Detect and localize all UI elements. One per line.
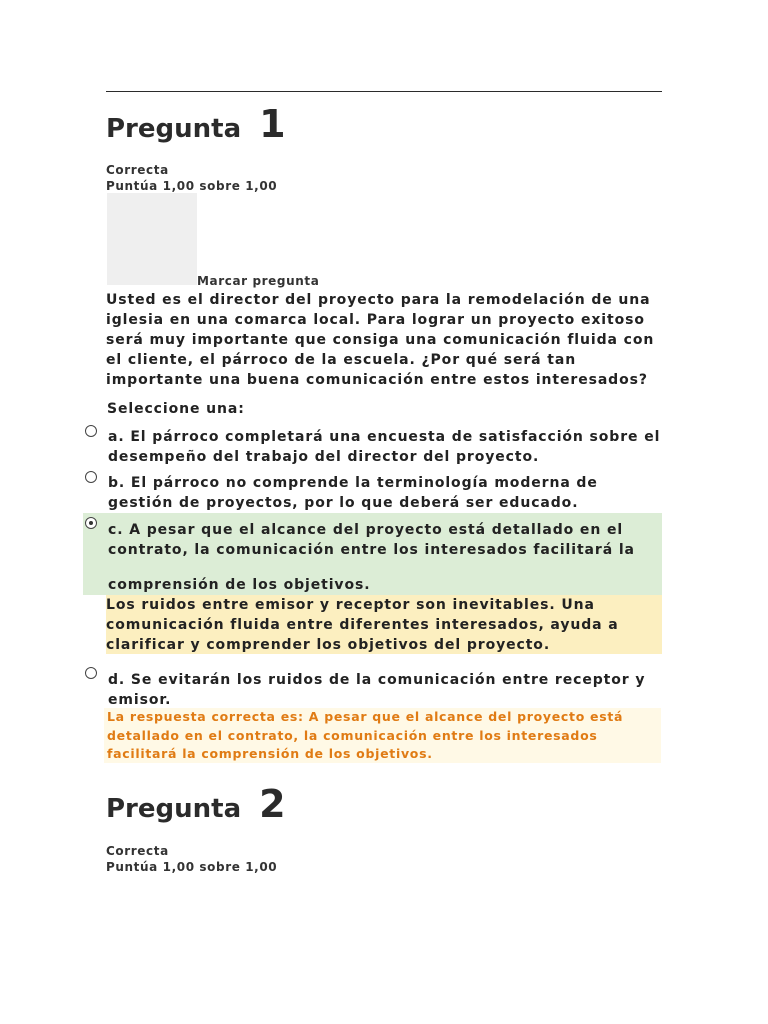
option-c-label[interactable]: c. A pesar que el alcance del proyecto está detallado en el contrato, la comunicación entre los interesados facilitará la [108, 522, 635, 558]
question-state: Correcta [106, 844, 169, 858]
answer-prompt: Seleccione una: [107, 401, 245, 417]
flag-icon[interactable] [107, 193, 197, 285]
question-number: 2 [259, 782, 286, 826]
question-1-title [106, 102, 286, 146]
question-2-title [106, 782, 286, 826]
option-b-label[interactable]: b. El párroco no comprende la terminología moderna de gestión de proyectos, por lo que deberá ser educado. [108, 475, 598, 511]
option-b-radio[interactable] [85, 471, 97, 483]
question-grade: Puntúa 1,00 sobre 1,00 [106, 179, 278, 193]
question-grade: Puntúa 1,00 sobre 1,00 [106, 860, 278, 874]
flag-question-link[interactable]: Marcar pregunta [197, 274, 320, 288]
option-a-radio[interactable] [85, 425, 97, 437]
question-title-word: Pregunta [106, 114, 242, 144]
question-number: 1 [259, 102, 286, 146]
question-title-word: Pregunta [106, 794, 242, 824]
option-feedback: Los ruidos entre emisor y receptor son inevitables. Una comunicación fluida entre diferentes interesados, ayuda a clarificar y comprender los objetivos del proyecto. [106, 597, 619, 653]
question-text: Usted es el director del proyecto para la remodelación de una iglesia en una comarca local. Para lograr un proyecto exitoso será muy importante que consiga una comunicación fluida con el cliente, el párroco de la escuela. ¿Por qué será tan importante una buena comunicación entre estos interesados? [106, 292, 655, 388]
option-c-radio[interactable] [85, 517, 97, 529]
top-divider [106, 91, 662, 92]
right-answer-text: La respuesta correcta es: A pesar que el alcance del proyecto está detallado en el contrato, la comunicación entre los interesados facilitará la comprensión de los objetivos. [107, 709, 624, 761]
question-state: Correcta [106, 163, 169, 177]
option-d-label[interactable]: d. Se evitarán los ruidos de la comunicación entre receptor y emisor. [108, 672, 646, 708]
option-a-label[interactable]: a. El párroco completará una encuesta de satisfacción sobre el desempeño del trabajo del director del proyecto. [108, 429, 661, 465]
option-c-label-continued[interactable]: comprensión de los objetivos. [108, 577, 371, 593]
option-d-radio[interactable] [85, 667, 97, 679]
